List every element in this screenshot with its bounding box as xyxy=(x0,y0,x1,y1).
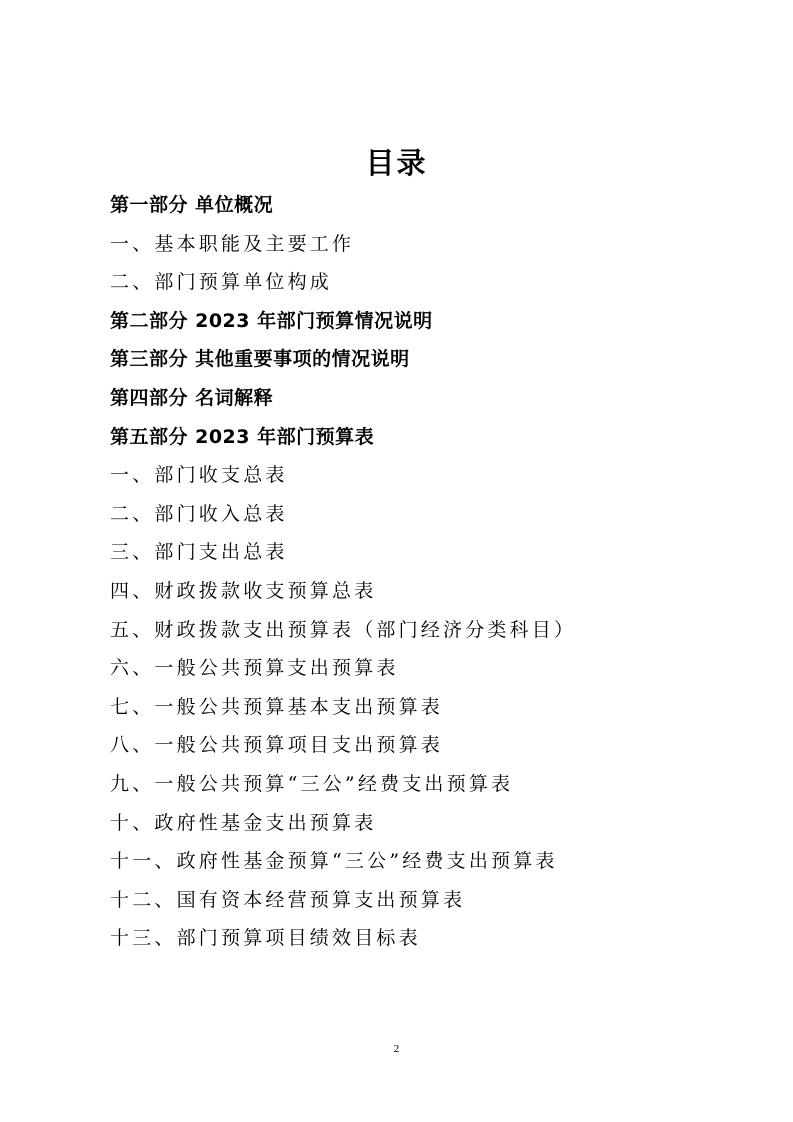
toc-item-5-1[interactable]: 一、部门收支总表 xyxy=(110,464,288,487)
toc-part-4[interactable]: 第四部分 名词解释 xyxy=(110,386,274,409)
toc-item-5-7[interactable]: 七、一般公共预算基本支出预算表 xyxy=(110,695,444,718)
toc-item-5-8[interactable]: 八、一般公共预算项目支出预算表 xyxy=(110,734,444,757)
table-of-contents xyxy=(110,186,770,958)
toc-part-2[interactable]: 第二部分 2023 年部门预算情况说明 xyxy=(110,309,433,332)
page-number: 2 xyxy=(393,1043,400,1055)
page-title: 目录 xyxy=(365,146,428,180)
toc-item-5-4[interactable]: 四、财政拨款收支预算总表 xyxy=(110,579,377,602)
toc-part-5[interactable]: 第五部分 2023 年部门预算表 xyxy=(110,425,375,448)
toc-item-5-10[interactable]: 十、政府性基金支出预算表 xyxy=(110,811,377,834)
toc-item-1-1[interactable]: 一、基本职能及主要工作 xyxy=(110,232,355,255)
toc-item-5-5[interactable]: 五、财政拨款支出预算表（部门经济分类科目） xyxy=(110,618,577,641)
toc-part-1[interactable]: 第一部分 单位概况 xyxy=(110,194,274,216)
toc-item-5-6[interactable]: 六、一般公共预算支出预算表 xyxy=(110,657,399,680)
toc-item-5-3[interactable]: 三、部门支出总表 xyxy=(110,541,288,564)
toc-item-5-11[interactable]: 十一、政府性基金预算“三公”经费支出预算表 xyxy=(110,850,558,873)
toc-item-5-13[interactable]: 十三、部门预算项目绩效目标表 xyxy=(110,927,421,950)
toc-item-5-2[interactable]: 二、部门收入总表 xyxy=(110,502,288,525)
toc-item-5-9[interactable]: 九、一般公共预算“三公”经费支出预算表 xyxy=(110,772,514,795)
toc-part-3[interactable]: 第三部分 其他重要事项的情况说明 xyxy=(110,348,410,371)
toc-item-5-12[interactable]: 十二、国有资本经营预算支出预算表 xyxy=(110,888,466,911)
toc-item-1-2[interactable]: 二、部门预算单位构成 xyxy=(110,271,333,294)
